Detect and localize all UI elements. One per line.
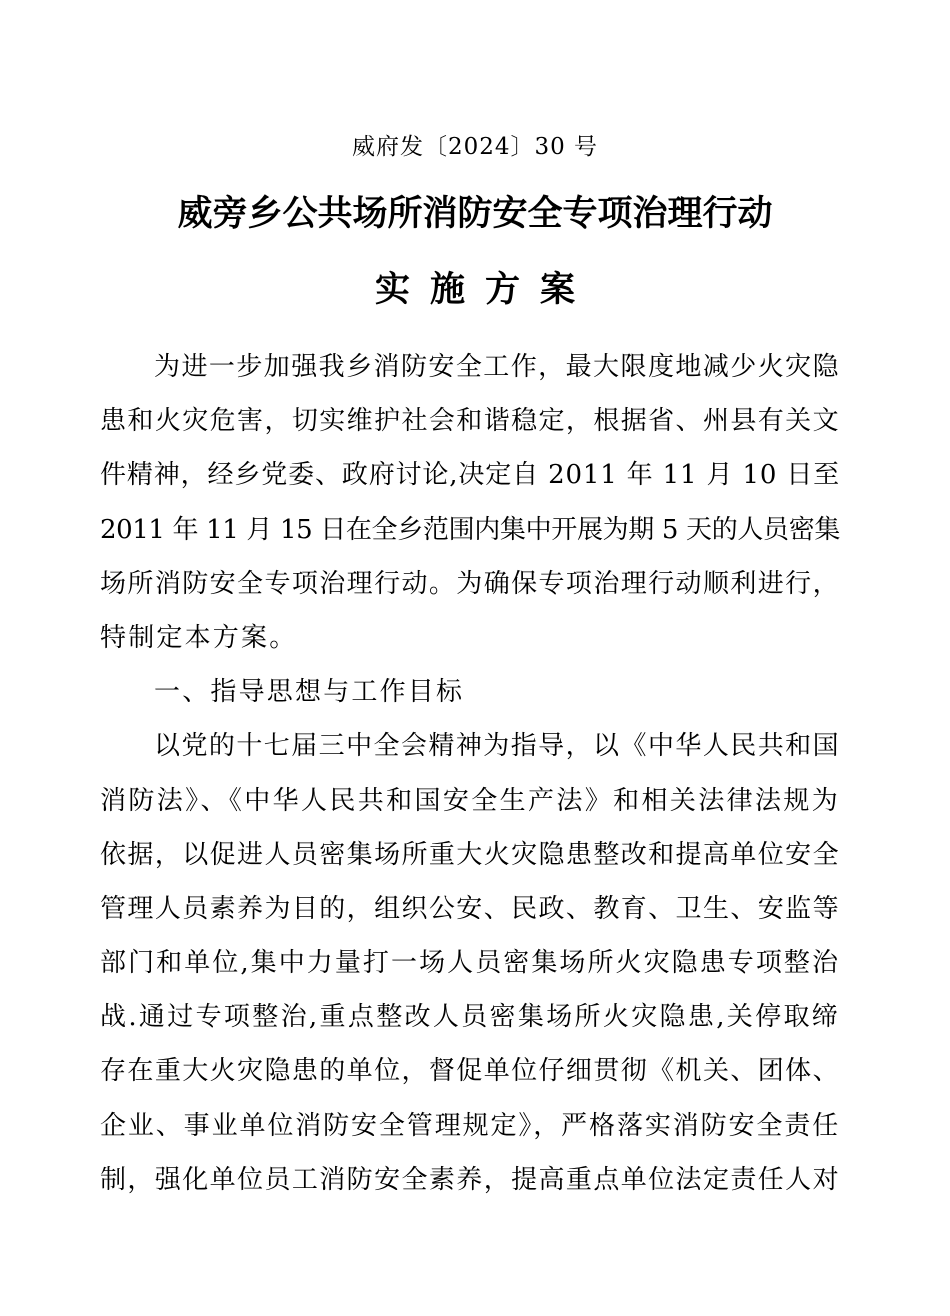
text-line: 存在重大火灾隐患的单位，督促单位仔细贯彻《机关、团体、 xyxy=(100,1056,840,1087)
text-line: 患和火灾危害，切实维护社会和谐稳定，根据省、州县有关文 xyxy=(100,406,840,437)
text-line: 以党的十七届三中全会精神为指导，以《中华人民共和国 xyxy=(154,731,840,762)
text-line: 2011 年 11 月 15 日在全乡范围内集中开展为期 5 天的人员密集 xyxy=(100,514,840,545)
text-line: 战.通过专项整治,重点整改人员密集场所火灾隐患,关停取缔 xyxy=(100,1002,840,1033)
text-line: 企业、事业单位消防安全管理规定》，严格落实消防安全责任 xyxy=(100,1110,840,1141)
paragraph-guiding-ideology xyxy=(100,719,840,1207)
section-heading-text: 一、指导思想与工作目标 xyxy=(154,677,465,708)
text-line: 制，强化单位员工消防安全素养，提高重点单位法定责任人对 xyxy=(100,1164,840,1195)
paragraph-intro xyxy=(100,340,840,665)
text-line: 件精神，经乡党委、政府讨论,决定自 2011 年 11 月 10 日至 xyxy=(100,460,840,491)
text-line: 为进一步加强我乡消防安全工作，最大限度地减少火灾隐 xyxy=(154,352,840,382)
text-line: 依据，以促进人员密集场所重大火灾隐患整改和提高单位安全 xyxy=(100,839,840,870)
text-line: 管理人员素养为目的，组织公安、民政、教育、卫生、安监等 xyxy=(100,893,840,924)
text-line: 部门和单位,集中力量打一场人员密集场所火灾隐患专项整治 xyxy=(100,948,840,979)
text-line: 消防法》、《中华人民共和国安全生产法》和相关法律法规为 xyxy=(100,785,840,816)
text-line: 场所消防安全专项治理行动。为确保专项治理行动顺利进行， xyxy=(100,568,840,599)
document-body xyxy=(100,340,840,1207)
document-subtitle: 实施方案 xyxy=(374,270,595,310)
section-heading xyxy=(100,665,840,719)
document-title: 威旁乡公共场所消防安全专项治理行动 xyxy=(177,194,773,234)
document-number: 威府发〔2024〕30 号 xyxy=(351,134,599,160)
text-line: 特制定本方案。 xyxy=(100,622,298,653)
